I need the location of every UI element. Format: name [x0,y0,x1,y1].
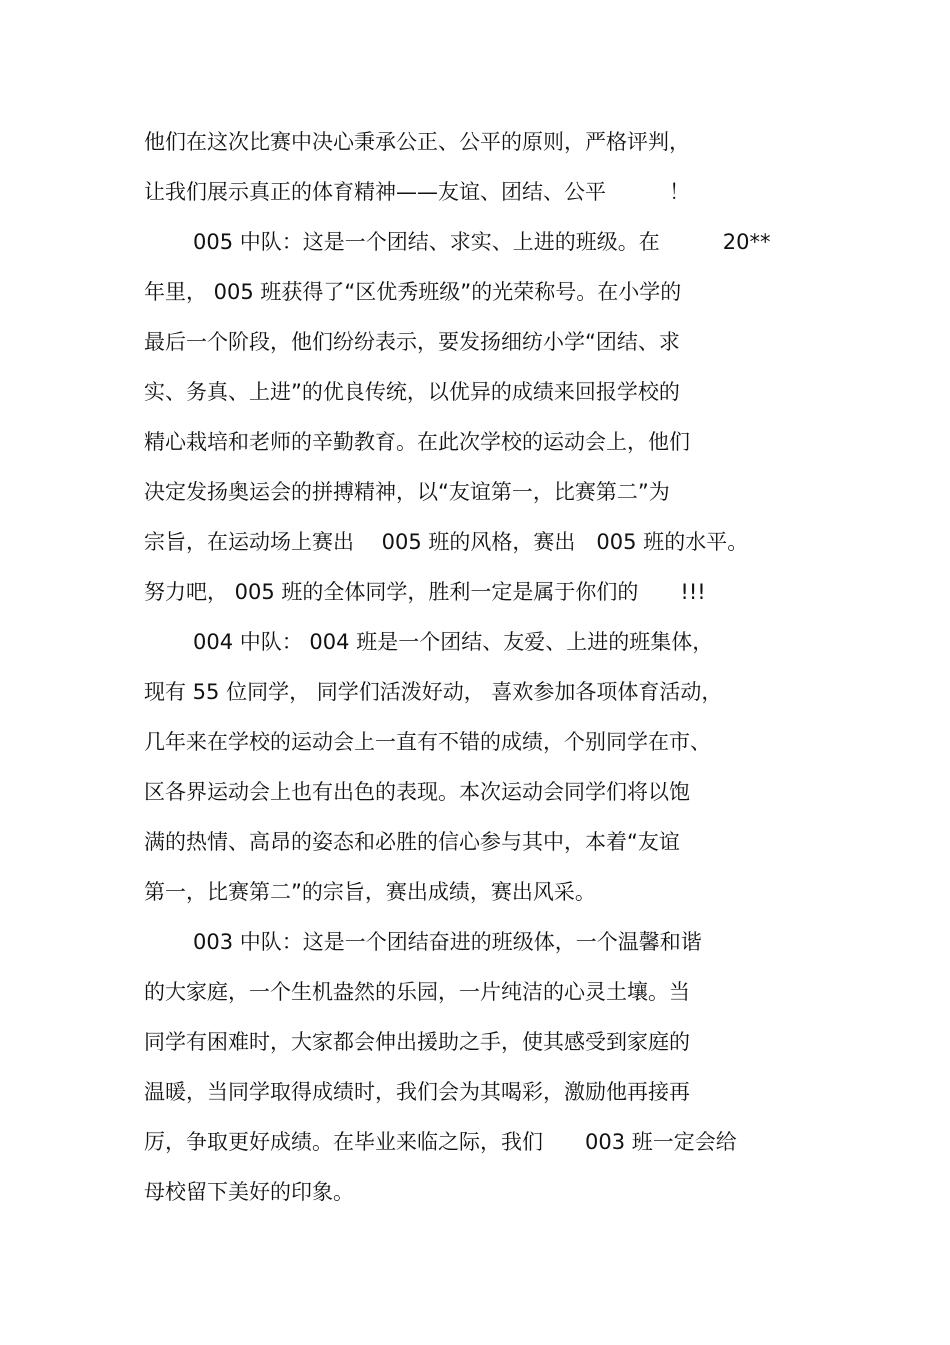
text-line: 他们在这次比赛中决心秉承公正、公平的原则，严格评判， [144,130,690,154]
text-line: 年里， 005 班获得了“区优秀班级”的光荣称号。在小学的 [144,280,682,304]
text-line: 母校留下美好的印象。 [144,1180,354,1204]
text-line: 精心栽培和老师的辛勤教育。在此次学校的运动会上，他们 [144,430,690,454]
text-line: 努力吧， 005 班的全体同学，胜利一定是属于你们的 !!! [144,580,706,604]
text-line: 满的热情、高昂的姿态和必胜的信心参与其中，本着“友谊 [144,830,680,854]
text-line: 温暖，当同学取得成绩时，我们会为其喝彩，激励他再接再 [144,1080,690,1104]
paragraph-start-line: 003 中队：这是一个团结奋进的班级体，一个温馨和谐 [193,930,702,954]
text-line: 最后一个阶段，他们纷纷表示，要发扬细纺小学“团结、求 [144,330,680,354]
paragraph-start-line: 005 中队：这是一个团结、求实、上进的班级。在 20** [193,230,771,254]
text-line: 决定发扬奥运会的拼搏精神，以“友谊第一，比赛第二”为 [144,480,670,504]
text-line: 宗旨，在运动场上赛出 005 班的风格，赛出 005 班的水平。 [144,530,749,554]
text-line: 同学有困难时，大家都会伸出援助之手，使其感受到家庭的 [144,1030,690,1054]
text-line: 让我们展示真正的体育精神——友谊、团结、公平 ！ [144,180,690,204]
text-line: 现有 55 位同学， 同学们活泼好动， 喜欢参加各项体育活动， [144,680,723,704]
text-line: 几年来在学校的运动会上一直有不错的成绩，个别同学在市、 [144,730,711,754]
text-line: 的大家庭，一个生机盎然的乐园，一片纯洁的心灵土壤。当 [144,980,690,1004]
text-line: 区各界运动会上也有出色的表现。本次运动会同学们将以饱 [144,780,690,804]
text-line: 第一，比赛第二”的宗旨，赛出成绩，赛出风采。 [144,880,596,904]
paragraph-start-line: 004 中队： 004 班是一个团结、友爱、上进的班集体， [193,630,714,654]
text-line: 厉，争取更好成绩。在毕业来临之际，我们 003 班一定会给 [144,1130,737,1154]
text-line: 实、务真、上进”的优良传统，以优异的成绩来回报学校的 [144,380,680,404]
